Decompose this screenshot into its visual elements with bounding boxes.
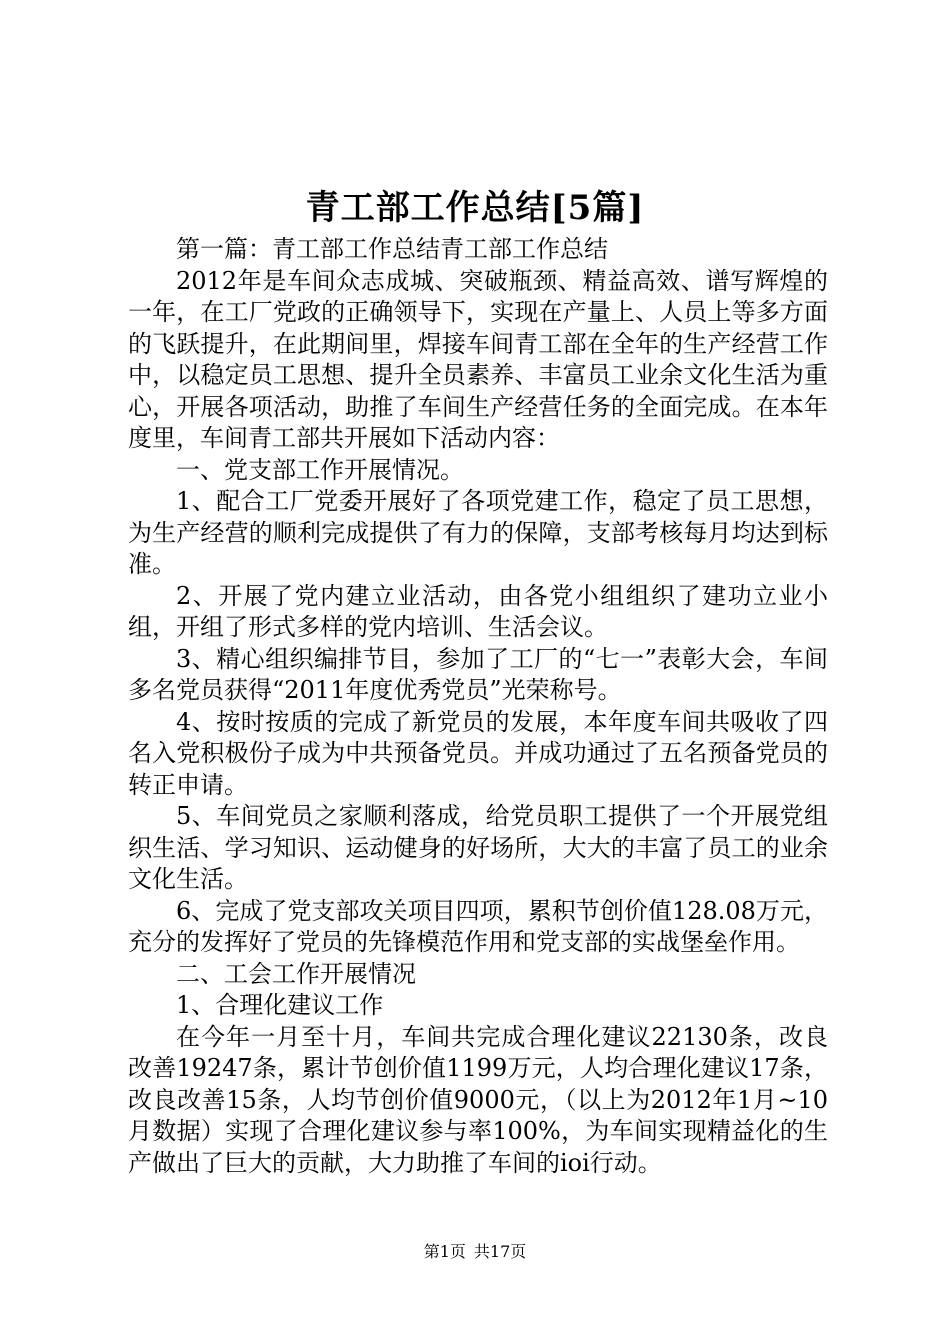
subsection-heading: 1、合理化建议工作	[176, 991, 384, 1019]
body-paragraph: 6、完成了党支部攻关项目四项，累积节创价值128.08万元，充分的发挥好了党员的先锋模范作用和党支部的实战堡垒作用。	[128, 896, 828, 956]
body-paragraph: 2、开展了党内建立业活动，由各党小组组织了建功立业小组，开组了形式多样的党内培训、生活会议。	[128, 581, 828, 641]
page-total: 共17页	[473, 1242, 527, 1261]
body-paragraph: 4、按时按质的完成了新党员的发展，本年度车间共吸收了四名入党积极份子成为中共预备党员。并成功通过了五名预备党员的转正申请。	[128, 707, 828, 799]
section-heading: 二、工会工作开展情况	[176, 959, 416, 988]
page-number: 第1页	[423, 1242, 466, 1261]
section-heading: 第一篇：青工部工作总结青工部工作总结	[176, 235, 608, 263]
page-footer	[0, 1240, 950, 1264]
body-paragraph: 在今年一月至十月，车间共完成合理化建议22130条，改良改善19247条，累计节创价值1199万元，人均合理化建议17条，改良改善15条，人均节创价值9000元，（以上为2012年1月~10月数据）实现了合理化建议参与率100%，为车间实现精益化的生产做出了巨大的贡献，大力助推了车间的ioi行动。	[128, 1022, 828, 1177]
body-paragraph: 3、精心组织编排节目，参加了工厂的“七一”表彰大会，车间多名党员获得“2011年度优秀党员”光荣称号。	[128, 644, 828, 704]
document-title: 青工部工作总结[5篇]	[305, 188, 645, 228]
body-paragraph: 2012年是车间众志成城、突破瓶颈、精益高效、谱写辉煌的一年，在工厂党政的正确领导下，实现在产量上、人员上等多方面的飞跃提升，在此期间里，焊接车间青工部在全年的生产经营工作中，以稳定员工思想、提升全员素养、丰富员工业余文化生活为重心，开展各项活动，助推了车间生产经营任务的全面完成。在本年度里，车间青工部共开展如下活动内容：	[128, 266, 828, 452]
body-paragraph: 5、车间党员之家顺利落成，给党员职工提供了一个开展党组织生活、学习知识、运动健身的好场所，大大的丰富了员工的业余文化生活。	[128, 802, 828, 893]
document-body	[128, 234, 828, 1179]
body-paragraph: 1、配合工厂党委开展好了各项党建工作，稳定了员工思想，为生产经营的顺利完成提供了有力的保障，支部考核每月均达到标准。	[128, 487, 828, 578]
section-heading: 一、党支部工作开展情况。	[176, 455, 464, 484]
